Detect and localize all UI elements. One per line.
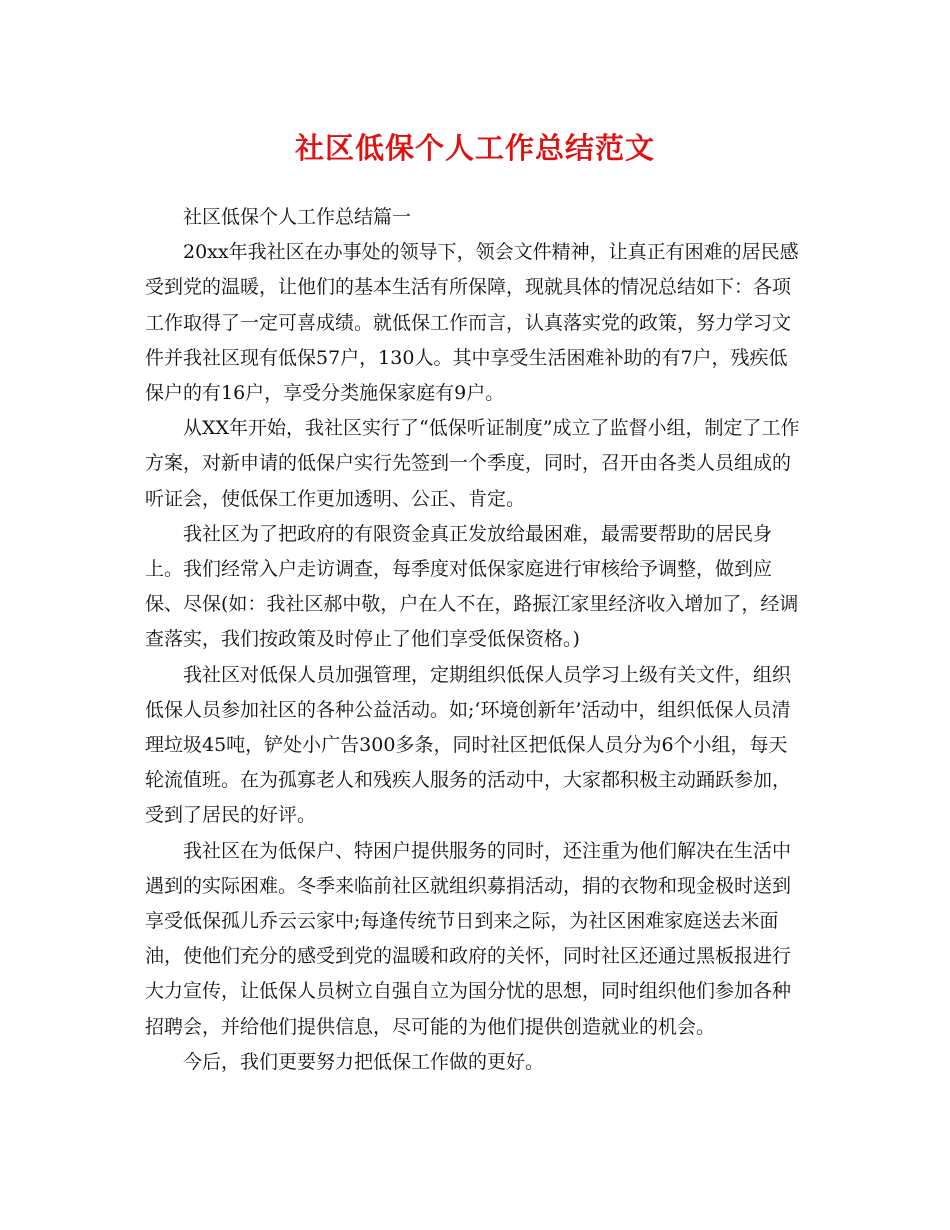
paragraph-6: 今后，我们更要努力把低保工作做的更好。 — [183, 1050, 545, 1073]
document-title: 社区低保个人工作总结范文 — [294, 131, 655, 165]
paragraph-1: 20xx年我社区在办事处的领导下，领会文件精神，让真正有困难的居民感受到党的温暖，让他们的基本生活有所保障，现就具体的情况总结如下：各项工作取得了一定可喜成绩。就低保工作而言，认真落实党的政策，努力学习文件并我社区现有低保57户，130人。其中享受生活困难补助的有7户，残疾低保户的有16户，享受分类施保家庭有9户。 — [145, 241, 799, 405]
document-body — [145, 200, 805, 1080]
paragraph-5: 我社区在为低保户、特困户提供服务的同时，还注重为他们解决在生活中遇到的实际困难。冬季来临前社区就组织募捐活动，捐的衣物和现金极时送到享受低保孤儿乔云云家中;每逢传统节日到来之际，为社区困难家庭送去米面油，使他们充分的感受到党的温暖和政府的关怀，同时社区还通过黑板报进行大力宣传，让低保人员树立自强自立为国分忧的思想，同时组织他们参加各种招聘会，并给他们提供信息，尽可能的为他们提供创造就业的机会。 — [145, 839, 792, 1038]
paragraph-2: 从XX年开始，我社区实行了“低保听证制度”成立了监督小组，制定了工作方案，对新申请的低保户实行先签到一个季度，同时，召开由各类人员组成的听证会，使低保工作更加透明、公正、肯定。 — [145, 417, 800, 510]
section-heading: 社区低保个人工作总结篇一 — [183, 206, 412, 228]
paragraph-3: 我社区为了把政府的有限资金真正发放给最困难，最需要帮助的居民身上。我们经常入户走访调查，每季度对低保家庭进行审核给予调整，做到应保、尽保(如：我社区郝中敬，户在人不在，路振江家里经济收入增加了，经调查落实，我们按政策及时停止了他们享受低保资格。) — [145, 522, 799, 651]
paragraph-4: 我社区对低保人员加强管理，定期组织低保人员学习上级有关文件，组织低保人员参加社区的各种公益活动。如;‘环境创新年’活动中，组织低保人员清理垃圾45吨，铲处小广告300多条，同时社区把低保人员分为6个小组，每天轮流值班。在为孤寡老人和残疾人服务的活动中，大家都积极主动踊跃参加，受到了居民的好评。 — [145, 663, 792, 827]
